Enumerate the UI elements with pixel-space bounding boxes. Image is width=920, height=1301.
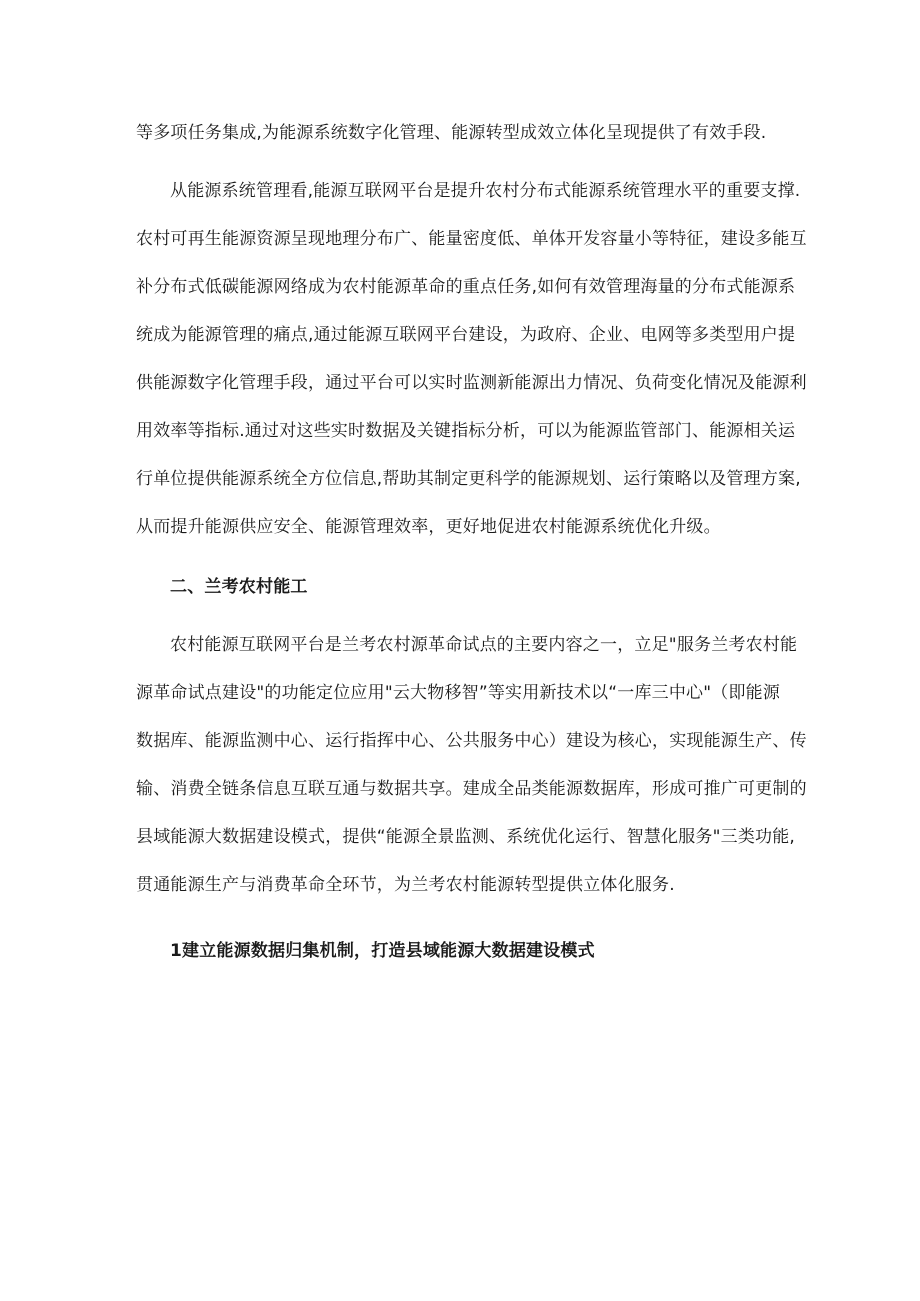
- text-line: 县域能源大数据建设模式，提供“能源全景监测、系统优化运行、智慧化服务"三类功能,: [136, 827, 796, 847]
- text-line: 从而提升能源供应安全、能源管理效率，更好地促进农村能源系统优化升级。: [136, 517, 721, 537]
- text-line: 等多项任务集成,为能源系统数字化管理、能源转型成效立体化呈现提供了有效手段.: [136, 123, 767, 143]
- text-line: 统成为能源管理的痛点,通过能源互联网平台建设，为政府、企业、电网等多类型用户提: [136, 325, 796, 345]
- text-line: 用效率等指标.通过对这些实时数据及关键指标分析，可以为能源监管部门、能源相关运: [136, 421, 796, 441]
- text-line: 补分布式低碳能源网络成为农村能源革命的重点任务,如何有效管理海量的分布式能源系: [136, 277, 796, 297]
- text-line: 数据库、能源监测中心、运行指挥中心、公共服务中心）建设为核心，实现能源生产、传: [136, 731, 807, 751]
- text-line: 农村能源互联网平台是兰考农村源革命试点的主要内容之一，立足"服务兰考农村能: [170, 635, 798, 655]
- text-line: 供能源数字化管理手段，通过平台可以实时监测新能源出力情况、负荷变化情况及能源利: [136, 373, 807, 393]
- subsection-heading: 1建立能源数据归集机制，打造县域能源大数据建设模式: [170, 941, 595, 961]
- text-line: 输、消费全链条信息互联互通与数据共享。建成全品类能源数据库，形成可推广可更制的: [136, 779, 807, 799]
- text-line: 行单位提供能源系统全方位信息,帮助其制定更科学的能源规划、运行策略以及管理方案,: [136, 469, 801, 489]
- text-line: 源革命试点建设"的功能定位应用"云大物移智”等实用新技术以“一库三中心"（即能源: [136, 683, 781, 703]
- text-line: 农村可再生能源资源呈现地理分布广、能量密度低、单体开发容量小等特征，建设多能互: [136, 229, 807, 249]
- text-line: 从能源系统管理看,能源互联网平台是提升农村分布式能源系统管理水平的重要支撑.: [170, 181, 801, 201]
- section-heading: 二、兰考农村能工: [170, 577, 308, 597]
- text-line: 贯通能源生产与消费革命全环节，为兰考农村能源转型提供立体化服务.: [136, 875, 675, 895]
